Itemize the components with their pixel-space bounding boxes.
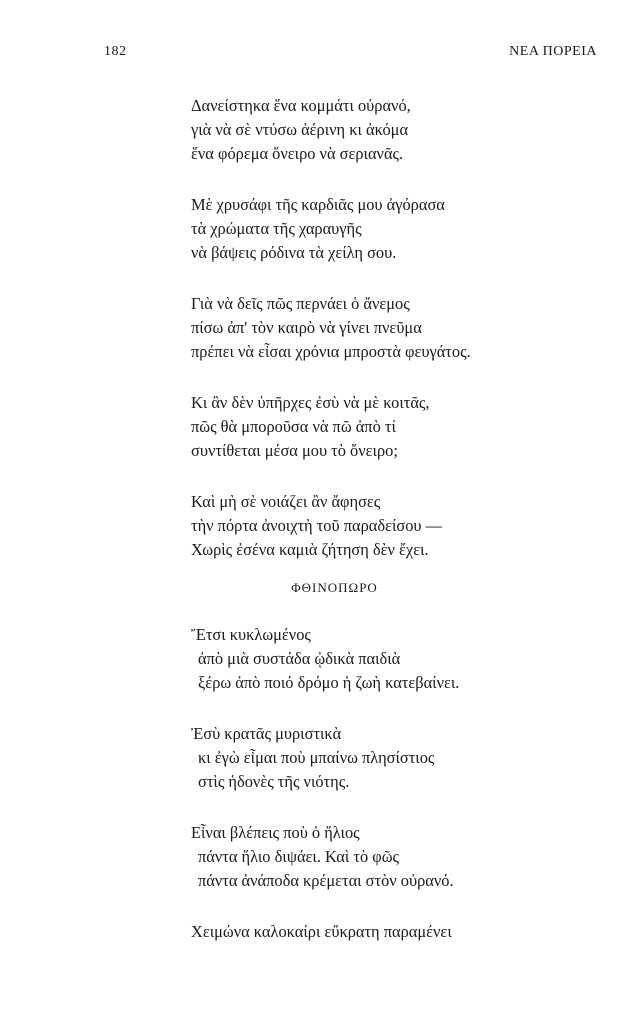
poem-2-stanza-2 bbox=[191, 722, 591, 794]
poem-line: τὰ χρώματα τῆς χαραυγῆς bbox=[191, 219, 362, 238]
poem-line: νὰ βάψεις ρόδινα τὰ χείλη σου. bbox=[191, 243, 397, 262]
poem-1-stanza-5 bbox=[191, 490, 591, 562]
poem-2-stanza-3 bbox=[191, 821, 591, 893]
poem-line: συντίθεται μέσα μου τὸ ὄνειρο; bbox=[191, 441, 398, 460]
poem-line: πίσω ἀπ' τὸν καιρὸ νὰ γίνει πνεῦμα bbox=[191, 318, 422, 337]
poem-line: Γιὰ νὰ δεῖς πῶς περνάει ὁ ἄνεμος bbox=[191, 294, 410, 313]
poem-line: Μὲ χρυσάφι τῆς καρδιᾶς μου ἀγόρασα bbox=[191, 195, 445, 214]
running-head: ΝΕΑ ΠΟΡΕΙΑ bbox=[509, 44, 597, 59]
poem-line: Καὶ μὴ σὲ νοιάζει ἂν ἄφησες bbox=[191, 492, 381, 511]
poem-line: πάντα ἀνάποδα κρέμεται στὸν οὐρανό. bbox=[198, 871, 454, 890]
poem-line: πρέπει νὰ εἶσαι χρόνια μπροστὰ φευγάτος. bbox=[191, 342, 471, 361]
poem-line: ἀπὸ μιὰ συστάδα ᾠδικὰ παιδιὰ bbox=[198, 649, 401, 668]
poem-line: πάντα ἥλιο διψάει. Καὶ τὸ φῶς bbox=[198, 847, 399, 866]
poem-1 bbox=[191, 94, 591, 589]
poem-line: κι ἐγὼ εἶμαι ποὺ μπαίνω πλησίστιος bbox=[198, 748, 435, 767]
poem-line: ἕνα φόρεμα ὄνειρο νὰ σεριανᾶς. bbox=[191, 144, 404, 163]
poem-line: Δανείστηκα ἕνα κομμάτι οὐρανό, bbox=[191, 96, 411, 115]
poem-1-stanza-4 bbox=[191, 391, 591, 463]
poem-1-stanza-1 bbox=[191, 94, 591, 166]
poem-2-stanza-1 bbox=[191, 623, 591, 695]
poem-line: Κι ἂν δὲν ὑπῆρχες ἐσὺ νὰ μὲ κοιτᾶς, bbox=[191, 393, 430, 412]
poem-line: Ἐσὺ κρατᾶς μυριστικὰ bbox=[191, 724, 342, 743]
poem-line: Εἶναι βλέπεις ποὺ ὁ ἥλιος bbox=[191, 823, 360, 842]
poem-line: τὴν πόρτα ἀνοιχτὴ τοῦ παραδείσου — bbox=[191, 516, 442, 535]
poem-2 bbox=[191, 623, 591, 971]
poem-line: στὶς ἡδονὲς τῆς νιότης. bbox=[198, 772, 350, 791]
poem-2-title: ΦΘΙΝΟΠΩΡΟ bbox=[291, 580, 378, 595]
poem-line: ξέρω ἀπὸ ποιό δρόμο ἡ ζωὴ κατεβαίνει. bbox=[198, 673, 460, 692]
poem-1-stanza-2 bbox=[191, 193, 591, 265]
poem-line: Χειμώνα καλοκαίρι εὔκρατη παραμένει bbox=[191, 922, 452, 941]
poem-line: πῶς θὰ μποροῦσα νὰ πῶ ἀπὸ τί bbox=[191, 417, 396, 436]
poem-line: γιὰ νὰ σὲ ντύσω ἀέρινη κι ἀκόμα bbox=[191, 120, 409, 139]
poem-line: Χωρὶς ἐσένα καμιὰ ζήτηση δὲν ἔχει. bbox=[191, 540, 429, 559]
poem-1-stanza-3 bbox=[191, 292, 591, 364]
page-number: 182 bbox=[104, 44, 127, 59]
poem-line: Ἔτσι κυκλωμένος bbox=[191, 625, 311, 644]
poem-2-stanza-4 bbox=[191, 920, 591, 944]
